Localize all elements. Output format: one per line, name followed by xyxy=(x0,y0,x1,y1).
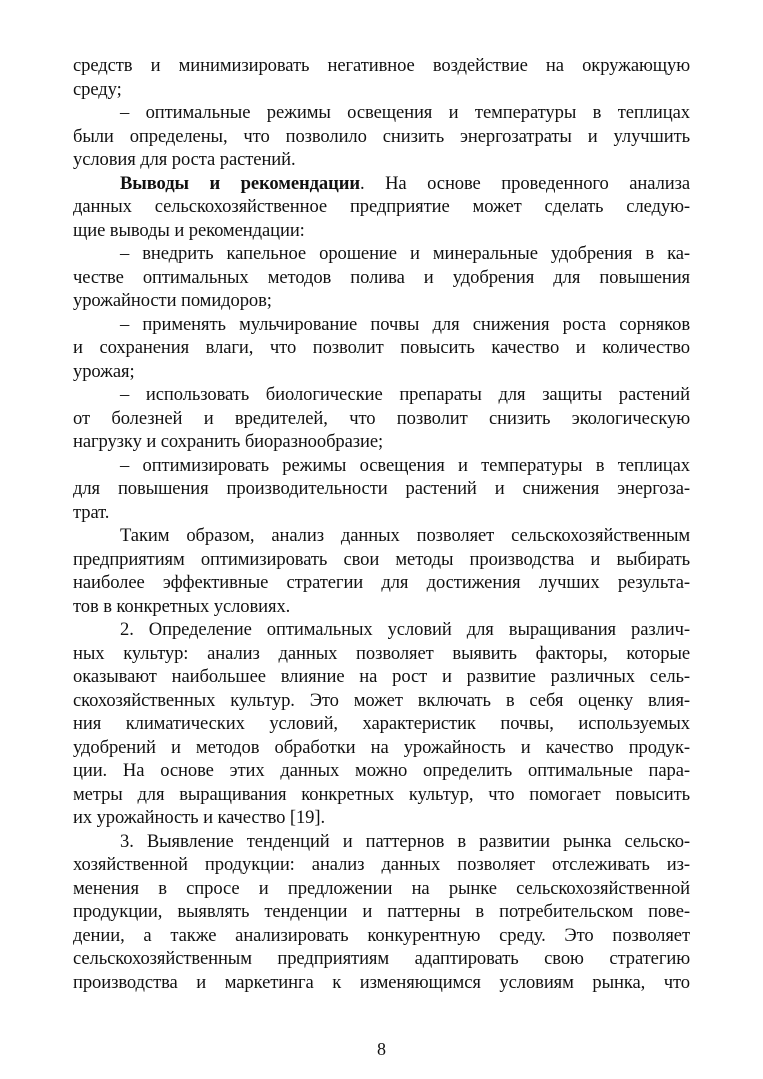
line-text: хозяйственной продукции: анализ данных позволяет отслеживать из- xyxy=(73,854,690,875)
text-line xyxy=(73,195,690,219)
line-text: удобрений и методов обработки на урожайность и качество продук- xyxy=(73,736,690,758)
text-line xyxy=(73,477,690,501)
line-text: урожая; xyxy=(73,360,135,382)
line-text: для повышения производительности растений и снижения энергоза- xyxy=(73,478,690,499)
line-text: средств и минимизировать негативное воздействие на окружающую xyxy=(73,55,690,76)
line-text: 3. Выявление тенденций и паттернов в развитии рынка сельско- xyxy=(120,830,690,852)
line-text: . На основе проведенного анализа xyxy=(359,172,690,194)
text-line xyxy=(73,289,690,313)
line-text: и сохранения влаги, что позволит повысить качество и количество xyxy=(73,337,690,358)
text-line xyxy=(73,595,690,619)
line-text: Таким образом, анализ данных позволяет сельскохозяйственным xyxy=(120,525,690,546)
text-line xyxy=(73,548,690,572)
text-line xyxy=(73,172,690,196)
text-line xyxy=(73,642,690,666)
text-line xyxy=(73,971,690,995)
line-text: нагрузку и сохранить биоразнообразие; xyxy=(73,431,384,452)
text-line xyxy=(73,947,690,971)
line-text: ции. На основе этих данных можно определить оптимальные пара- xyxy=(73,760,690,781)
line-text: условия для роста растений. xyxy=(73,149,296,170)
line-text: – оптимизировать режимы освещения и температуры в теплицах xyxy=(120,454,690,476)
line-text: производства и маркетинга к изменяющимся условиям рынка, что xyxy=(73,971,690,993)
text-line xyxy=(73,759,690,783)
text-line xyxy=(73,101,690,125)
line-text: дении, а также анализировать конкурентную среду. Это позволяет xyxy=(73,924,690,946)
text-line xyxy=(73,430,690,454)
line-text: оказывают наибольшее влияние на рост и развитие различных сель- xyxy=(73,666,690,687)
text-line xyxy=(73,830,690,854)
text-line xyxy=(73,407,690,431)
line-text: их урожайность и качество [19]. xyxy=(73,807,326,828)
text-line xyxy=(73,618,690,642)
line-text: от болезней и вредителей, что позволит снизить экологическую xyxy=(73,407,690,429)
line-text: среду; xyxy=(73,78,122,100)
line-text: скохозяйственных культур. Это может включать в себя оценку влия- xyxy=(73,689,690,711)
text-line xyxy=(73,125,690,149)
text-line xyxy=(73,900,690,924)
text-line xyxy=(73,571,690,595)
line-text: 2. Определение оптимальных условий для выращивания различ- xyxy=(120,619,690,640)
text-line xyxy=(73,360,690,384)
text-line xyxy=(73,924,690,948)
page-number: 8 xyxy=(377,1039,386,1059)
line-text: – внедрить капельное орошение и минеральные удобрения в ка- xyxy=(120,243,690,264)
text-line xyxy=(73,454,690,478)
text-line xyxy=(73,501,690,525)
line-text: данных сельскохозяйственное предприятие может сделать следую- xyxy=(73,196,690,217)
text-line xyxy=(73,78,690,102)
text-line xyxy=(73,148,690,172)
text-line xyxy=(73,736,690,760)
line-text: ных культур: анализ данных позволяет выявить факторы, которые xyxy=(73,642,690,664)
line-text: трат. xyxy=(73,501,110,523)
text-line xyxy=(73,266,690,290)
text-line xyxy=(73,336,690,360)
text-line xyxy=(73,712,690,736)
text-line xyxy=(73,383,690,407)
body-text xyxy=(73,54,690,994)
text-line xyxy=(73,54,690,78)
line-text: – применять мульчирование почвы для снижения роста сорняков xyxy=(120,313,690,335)
line-text: предприятиям оптимизировать свои методы производства и выбирать xyxy=(73,548,690,570)
line-text: урожайности помидоров; xyxy=(73,290,272,311)
text-line xyxy=(73,689,690,713)
line-text: щие выводы и рекомендации: xyxy=(73,219,305,241)
text-line xyxy=(73,219,690,243)
text-line xyxy=(73,313,690,337)
text-line xyxy=(73,853,690,877)
line-text: – оптимальные режимы освещения и температуры в теплицах xyxy=(120,102,690,123)
text-line xyxy=(73,665,690,689)
line-text: честве оптимальных методов полива и удобрения для повышения xyxy=(73,266,690,288)
line-text: сельскохозяйственным предприятиям адаптировать свою стратегию xyxy=(73,948,690,969)
line-text: – использовать биологические препараты для защиты растений xyxy=(120,384,690,405)
line-text: продукции, выявлять тенденции и паттерны в потребительском пове- xyxy=(73,901,690,922)
text-line xyxy=(73,877,690,901)
text-line xyxy=(73,242,690,266)
text-line xyxy=(73,806,690,830)
line-text: менения в спросе и предложении на рынке сельскохозяйственной xyxy=(73,877,690,899)
line-text: метры для выращивания конкретных культур, что помогает повысить xyxy=(73,783,690,805)
text-line xyxy=(73,783,690,807)
line-text: были определены, что позволило снизить энергозатраты и улучшить xyxy=(73,125,690,147)
line-text: тов в конкретных условиях. xyxy=(73,595,291,617)
line-text: ния климатических условий, характеристик почвы, используемых xyxy=(73,713,690,734)
line-text: наиболее эффективные стратегии для достижения лучших результа- xyxy=(73,572,690,593)
text-line xyxy=(73,524,690,548)
bold-heading: Выводы и рекомендации xyxy=(120,172,360,194)
